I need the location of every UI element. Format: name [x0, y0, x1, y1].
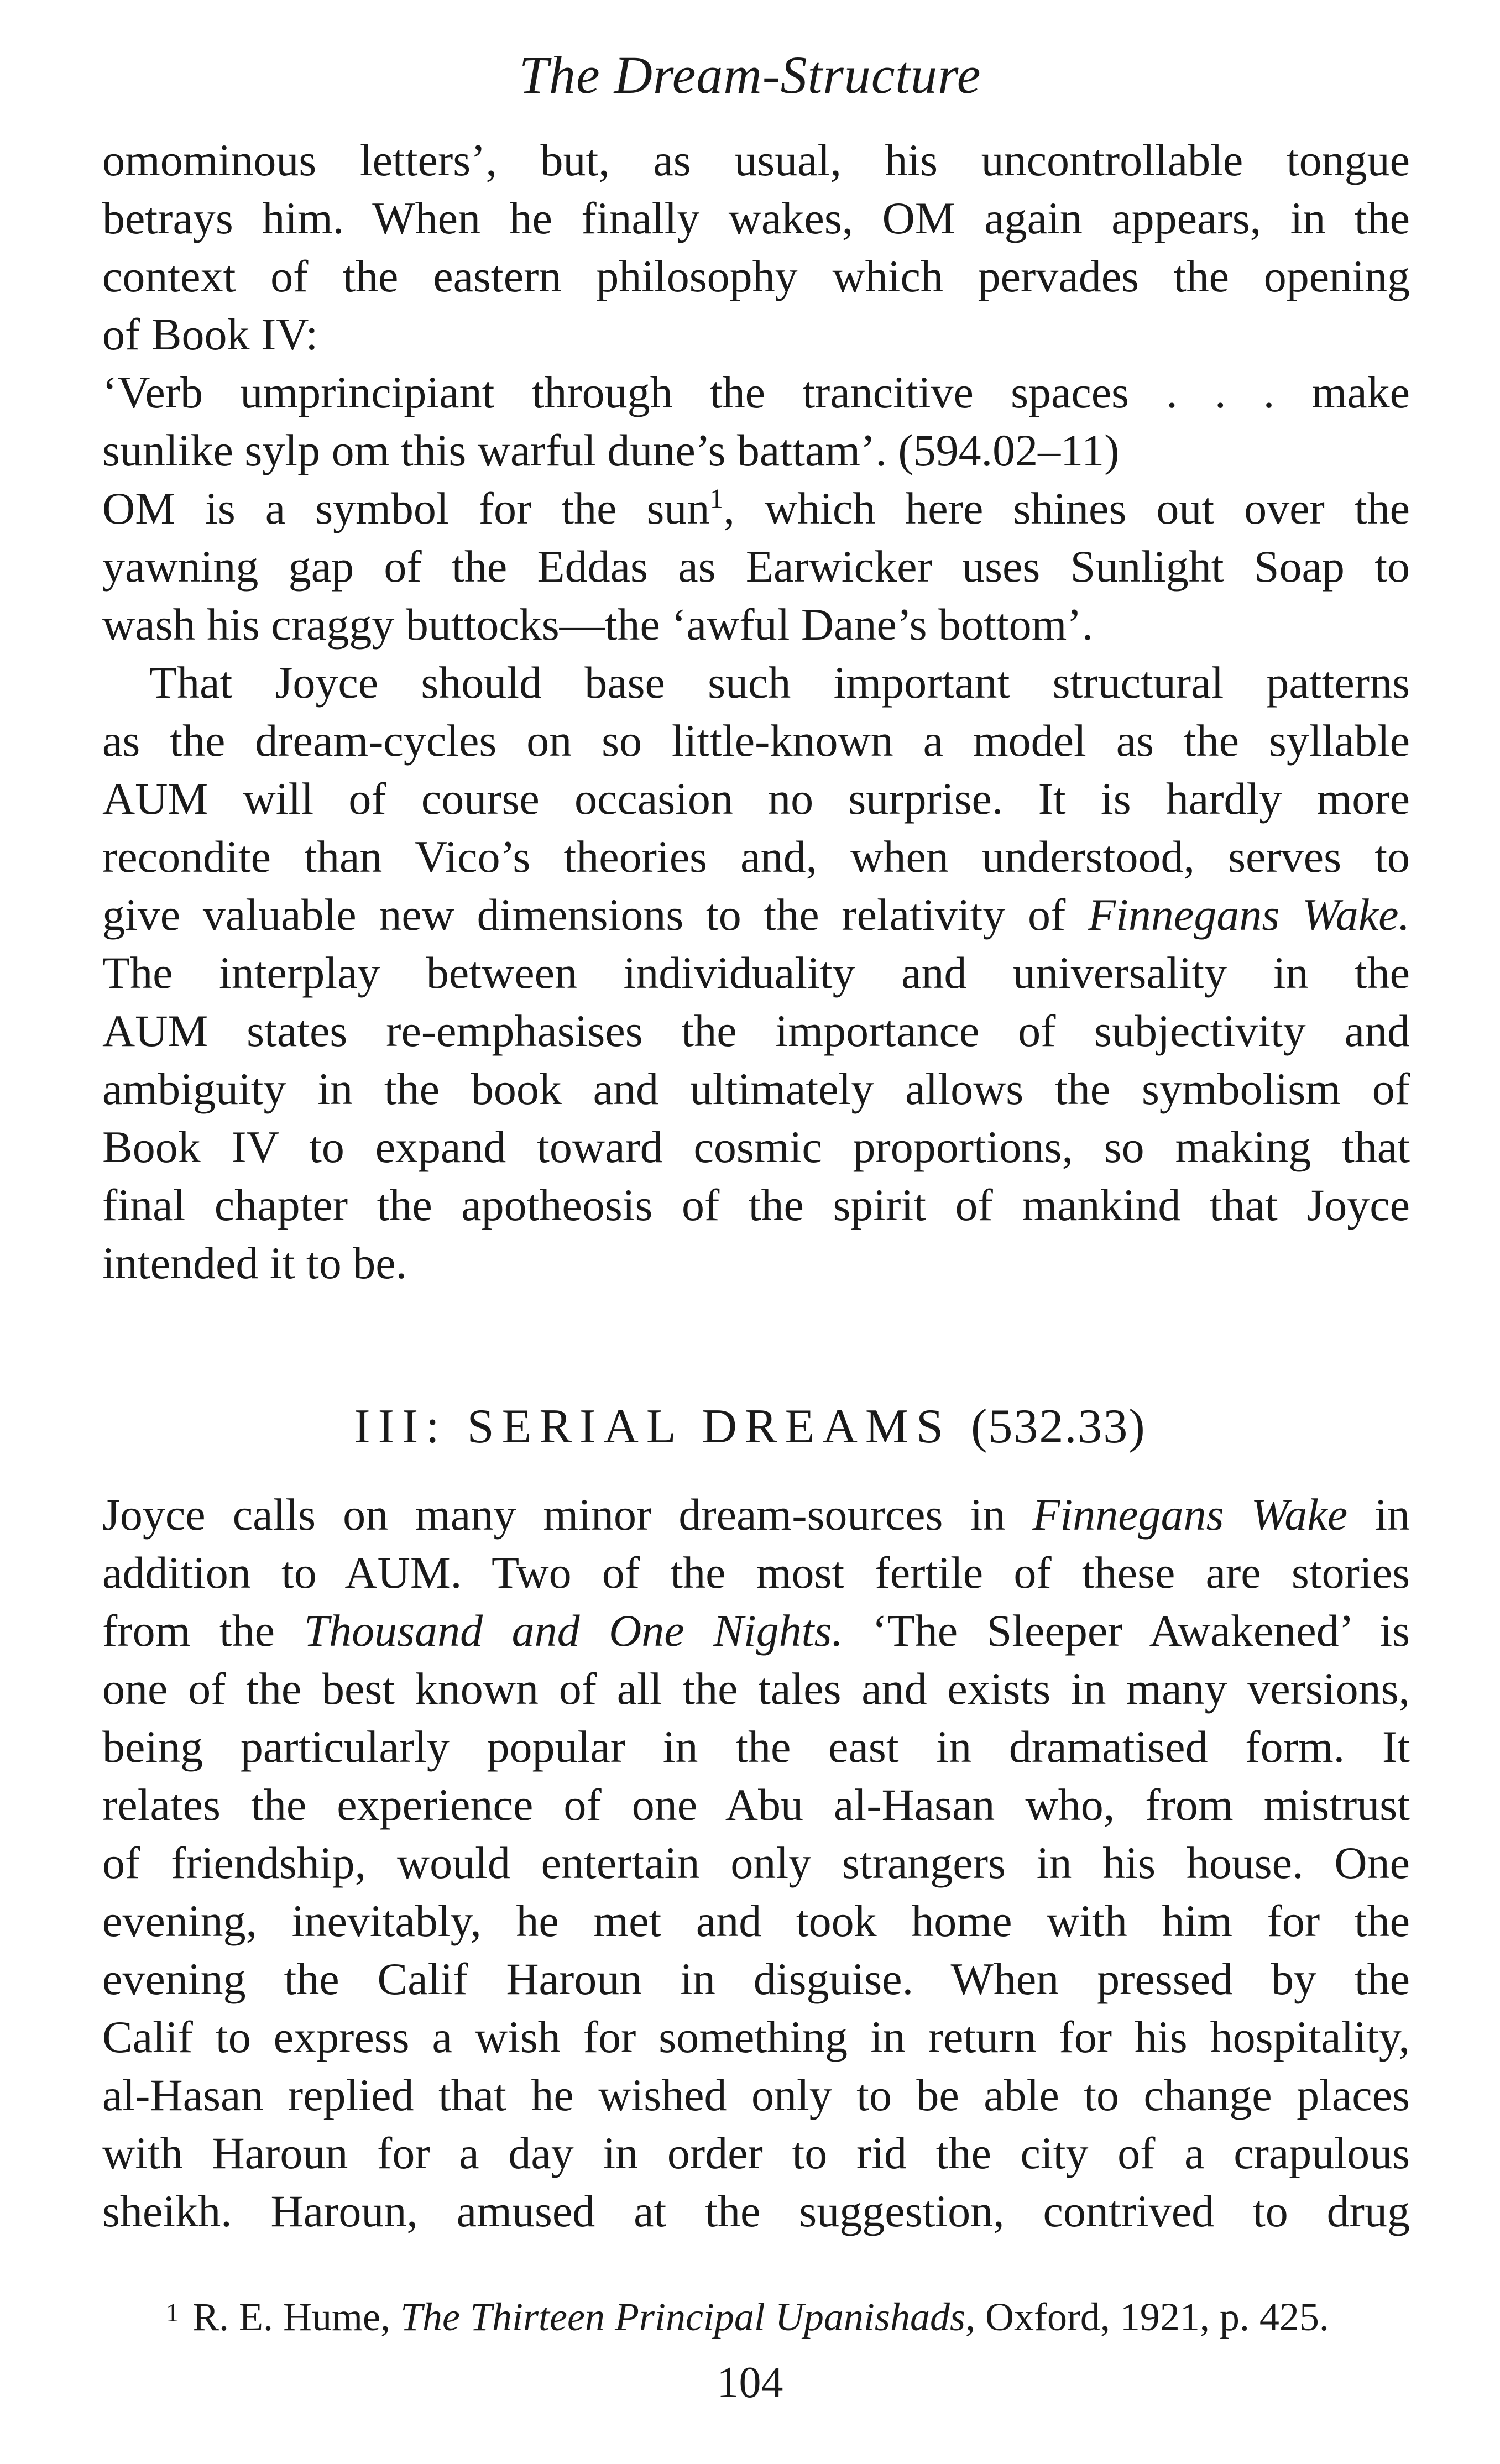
- quotation-line: ‘Verb umprincipiant through the trancitive spaces . . . make: [102, 367, 1410, 417]
- text-line: with Haroun for a day in order to rid the city of a crapulous: [102, 2128, 1410, 2178]
- footnote-title: The Thirteen Principal Upanishads,: [400, 2295, 975, 2339]
- text-line: The interplay between individuality and universality in the: [102, 948, 1410, 998]
- text-line: recondite than Vico’s theories and, when understood, serves to: [102, 831, 1410, 882]
- text-line: intended it to be.: [102, 1238, 407, 1288]
- paragraph-start-line: That Joyce should base such important structural patterns: [149, 657, 1410, 708]
- text-line: Calif to express a wish for something in return for his hospitality,: [102, 2012, 1410, 2062]
- text-line: OM is a symbol for the sun$^1$, which here shines out over the: [102, 483, 1410, 533]
- text-line: evening the Calif Haroun in disguise. When pressed by the: [102, 1954, 1410, 2004]
- text-line: Book IV to expand toward cosmic proportions, so making that: [102, 1122, 1410, 1172]
- text-line: addition to AUM. Two of the most fertile of these are stories: [102, 1547, 1410, 1598]
- text-line: as the dream-cycles on so little-known a model as the syllable: [102, 715, 1410, 766]
- footnote-rest: Oxford, 1921, p. 425.: [985, 2295, 1329, 2339]
- section-heading-reference: (532.33): [971, 1400, 1146, 1453]
- book-title: Finnegans Wake: [1032, 1489, 1348, 1540]
- book-title: Thousand and One Nights.: [304, 1605, 843, 1656]
- text-line: final chapter the apotheosis of the spirit of mankind that Joyce: [102, 1180, 1410, 1230]
- footnote: [166, 2294, 1329, 2340]
- text-line: omominous letters’, but, as usual, his uncontrollable tongue: [102, 135, 1410, 185]
- quotation-line: sunlike sylp om this warful dune’s battam’. (594.02–11): [102, 425, 1120, 475]
- section-heading-label: III: SERIAL DREAMS: [354, 1400, 952, 1453]
- text-line: give valuable new dimensions to the relativity of Finnegans Wake.: [102, 890, 1410, 940]
- text-line: AUM states re-emphasises the importance of subjectivity and: [102, 1006, 1410, 1056]
- text-line: context of the eastern philosophy which pervades the opening: [102, 251, 1410, 301]
- footnote-marker: 1: [166, 2298, 179, 2327]
- text-line: al-Hasan replied that he wished only to be able to change places: [102, 2070, 1410, 2120]
- text-line: of Book IV:: [102, 309, 318, 359]
- text-line: being particularly popular in the east in dramatised form. It: [102, 1722, 1410, 1772]
- footnote-author: R. E. Hume,: [192, 2295, 390, 2339]
- text-line: yawning gap of the Eddas as Earwicker uses Sunlight Soap to: [102, 541, 1410, 592]
- text-line: sheikh. Haroun, amused at the suggestion, contrived to drug: [102, 2186, 1410, 2236]
- text-line: evening, inevitably, he met and took home with him for the: [102, 1896, 1410, 1946]
- text-line: Joyce calls on many minor dream-sources in Finnegans Wake in: [102, 1489, 1410, 1540]
- text-line: ambiguity in the book and ultimately allows the symbolism of: [102, 1064, 1410, 1114]
- text-line: betrays him. When he finally wakes, OM again appears, in the: [102, 193, 1410, 243]
- text-line: relates the experience of one Abu al-Hasan who, from mistrust: [102, 1780, 1410, 1830]
- text-line: wash his craggy buttocks—the ‘awful Dane’s bottom’.: [102, 599, 1094, 650]
- book-title: Finnegans Wake.: [1088, 890, 1410, 940]
- section-heading: [0, 1399, 1500, 1455]
- footnote-reference: 1: [709, 483, 724, 514]
- text-line: AUM will of course occasion no surprise. It is hardly more: [102, 773, 1410, 824]
- text-line: from the Thousand and One Nights. ‘The Sleeper Awakened’ is: [102, 1605, 1410, 1656]
- text-line: one of the best known of all the tales and exists in many versions,: [102, 1663, 1410, 1714]
- running-head: The Dream-Structure: [519, 45, 981, 104]
- page-number: 104: [717, 2358, 783, 2407]
- text-line: of friendship, would entertain only strangers in his house. One: [102, 1838, 1410, 1888]
